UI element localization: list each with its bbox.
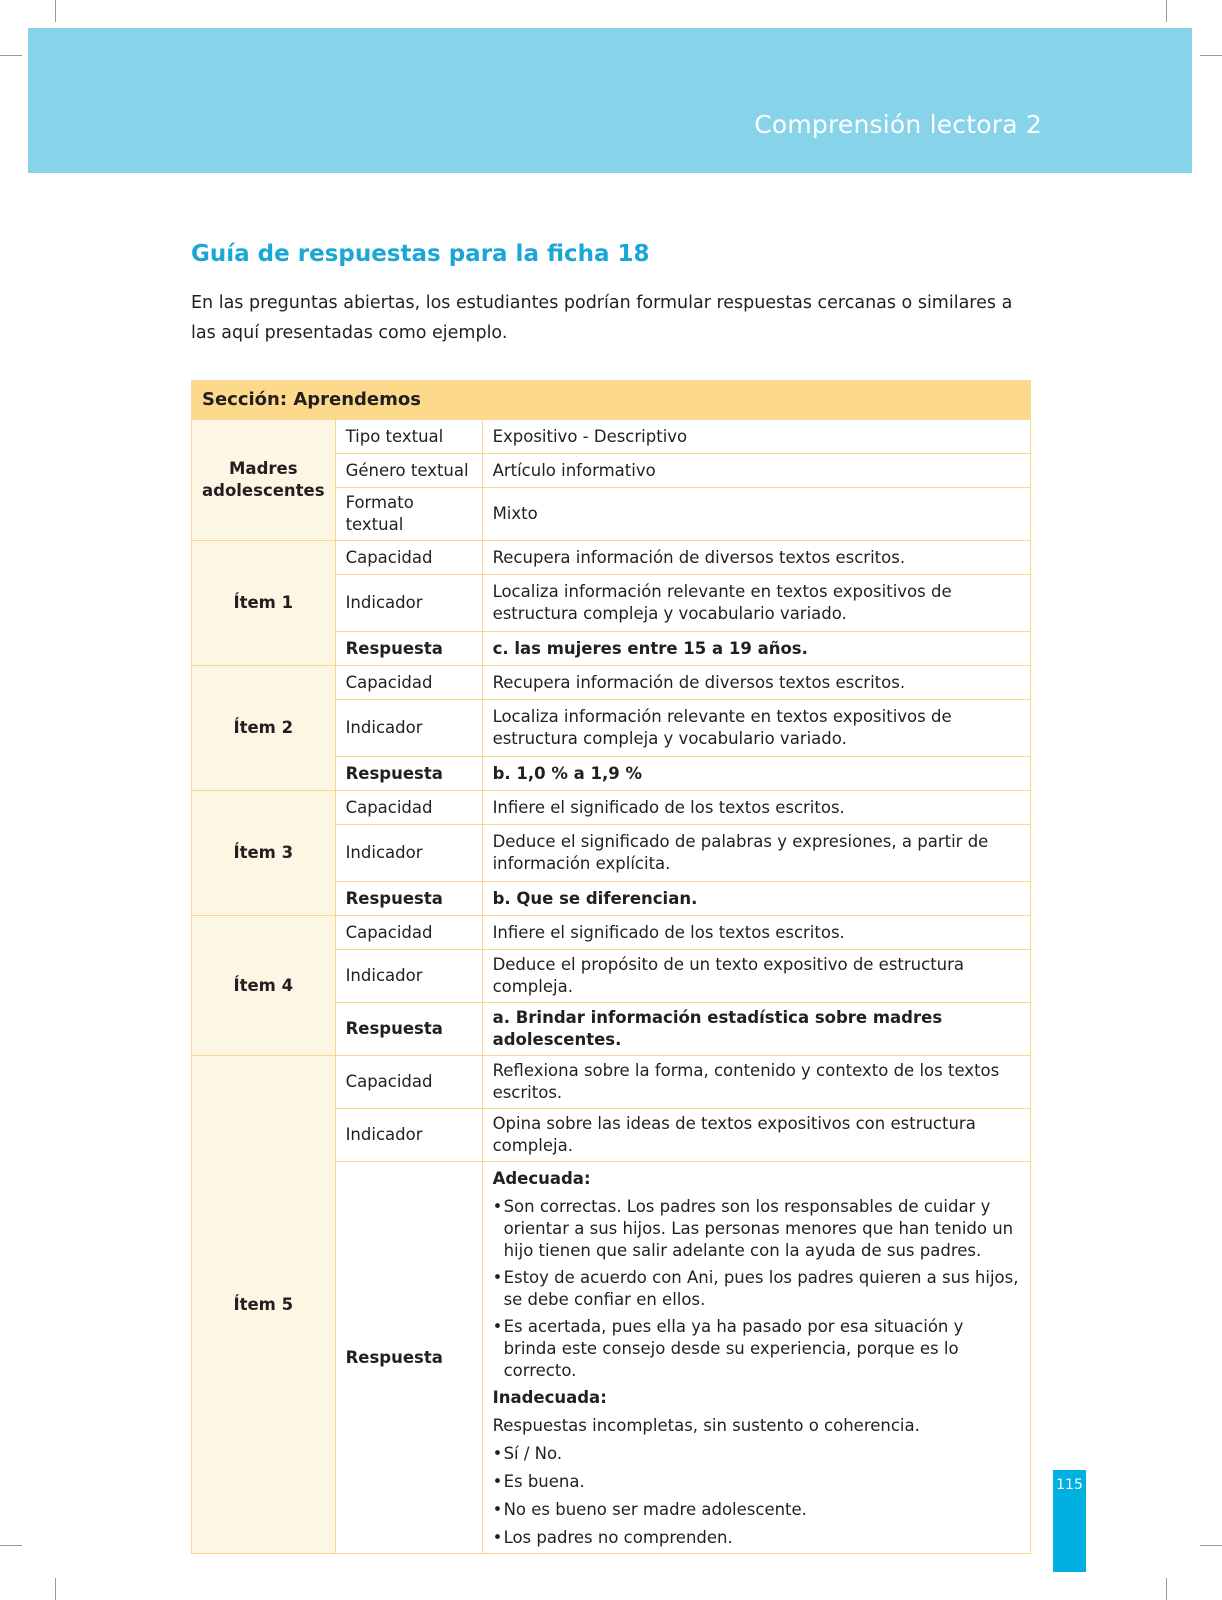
row-label: Género textual — [335, 454, 482, 488]
indicador-value: Localiza información relevante en textos expositivos de estructura compleja y vocabulario variado. — [482, 700, 1030, 757]
crop-mark — [55, 1578, 56, 1600]
respuesta-block — [482, 1162, 1030, 1554]
list-item: • Es acertada, pues ella ya ha pasado por esa situación y brinda este consejo desde su experiencia, porque es lo correcto. — [493, 1316, 1020, 1382]
respuesta-value: a. Brindar información estadística sobre madres adolescentes. — [482, 1003, 1030, 1056]
capacidad-value: Recupera información de diversos textos escritos. — [482, 666, 1030, 700]
capacidad-label: Capacidad — [335, 666, 482, 700]
intro-paragraph: En las preguntas abiertas, los estudiantes podrían formular respuestas cercanas o similares a las aquí presentadas como ejemplo. — [191, 293, 1013, 343]
header-band — [28, 28, 1192, 173]
respuesta-label: Respuesta — [335, 632, 482, 666]
page-number: 115 — [1056, 1477, 1083, 1493]
list-item: • Sí / No. — [493, 1443, 1020, 1465]
respuesta-label: Respuesta — [335, 1003, 482, 1056]
crop-mark — [0, 1545, 22, 1546]
row-value: Artículo informativo — [482, 454, 1030, 488]
indicador-label: Indicador — [335, 700, 482, 757]
item-label: Ítem 3 — [192, 791, 336, 916]
list-item: • No es bueno ser madre adolescente. — [493, 1499, 1020, 1521]
section-header: Sección: Aprendemos — [192, 381, 1031, 420]
inadecuada-list — [493, 1443, 1020, 1549]
capacidad-label: Capacidad — [335, 791, 482, 825]
respuesta-value: b. Que se diferencian. — [482, 882, 1030, 916]
indicador-value: Localiza información relevante en textos expositivos de estructura compleja y vocabulario variado. — [482, 575, 1030, 632]
item-label: Ítem 5 — [192, 1056, 336, 1554]
capacidad-value: Infiere el significado de los textos escritos. — [482, 916, 1030, 950]
capacidad-label: Capacidad — [335, 916, 482, 950]
list-item: • Estoy de acuerdo con Ani, pues los padres quieren a sus hijos, se debe confiar en ellos. — [493, 1267, 1020, 1311]
capacidad-label: Capacidad — [335, 541, 482, 575]
respuesta-label: Respuesta — [335, 757, 482, 791]
indicador-label: Indicador — [335, 575, 482, 632]
item-label: Ítem 4 — [192, 916, 336, 1056]
capacidad-value: Infiere el significado de los textos escritos. — [482, 791, 1030, 825]
indicador-label: Indicador — [335, 950, 482, 1003]
row-label: Tipo textual — [335, 420, 482, 454]
row-label: Formato textual — [335, 488, 482, 541]
crop-mark — [1166, 1578, 1167, 1600]
row-value: Mixto — [482, 488, 1030, 541]
respuesta-label: Respuesta — [335, 1162, 482, 1554]
crop-mark — [1200, 1545, 1222, 1546]
respuesta-label: Respuesta — [335, 882, 482, 916]
list-item: • Los padres no comprenden. — [493, 1527, 1020, 1549]
capacidad-value: Reflexiona sobre la forma, contenido y contexto de los textos escritos. — [482, 1056, 1030, 1109]
text-group-label: Madres adolescentes — [192, 420, 336, 541]
respuesta-value: b. 1,0 % a 1,9 % — [482, 757, 1030, 791]
indicador-value: Deduce el significado de palabras y expresiones, a partir de información explícita. — [482, 825, 1030, 882]
list-item: • Son correctas. Los padres son los responsables de cuidar y orientar a sus hijos. Las personas menores que han tenido un hijo tienen que salir adelante con la ayuda de sus padres. — [493, 1196, 1020, 1262]
indicador-label: Indicador — [335, 825, 482, 882]
list-item: • Es buena. — [493, 1471, 1020, 1493]
crop-mark — [1200, 55, 1222, 56]
indicador-value: Deduce el propósito de un texto expositivo de estructura compleja. — [482, 950, 1030, 1003]
capacidad-value: Recupera información de diversos textos escritos. — [482, 541, 1030, 575]
indicador-label: Indicador — [335, 1109, 482, 1162]
capacidad-label: Capacidad — [335, 1056, 482, 1109]
answer-table — [191, 380, 1031, 1554]
adecuada-heading: Adecuada: — [492, 1169, 591, 1188]
item-label: Ítem 1 — [192, 541, 336, 666]
adecuada-list — [493, 1196, 1020, 1382]
inadecuada-intro: Respuestas incompletas, sin sustento o coherencia. — [492, 1416, 920, 1435]
guide-title: Guía de respuestas para la ficha 18 — [191, 241, 650, 267]
header-title: Comprensión lectora 2 — [754, 110, 1042, 139]
crop-mark — [55, 0, 56, 22]
indicador-value: Opina sobre las ideas de textos expositivos con estructura compleja. — [482, 1109, 1030, 1162]
inadecuada-heading: Inadecuada: — [492, 1388, 607, 1407]
respuesta-value: c. las mujeres entre 15 a 19 años. — [482, 632, 1030, 666]
crop-mark — [0, 55, 22, 56]
item-label: Ítem 2 — [192, 666, 336, 791]
row-value: Expositivo - Descriptivo — [482, 420, 1030, 454]
crop-mark — [1166, 0, 1167, 22]
